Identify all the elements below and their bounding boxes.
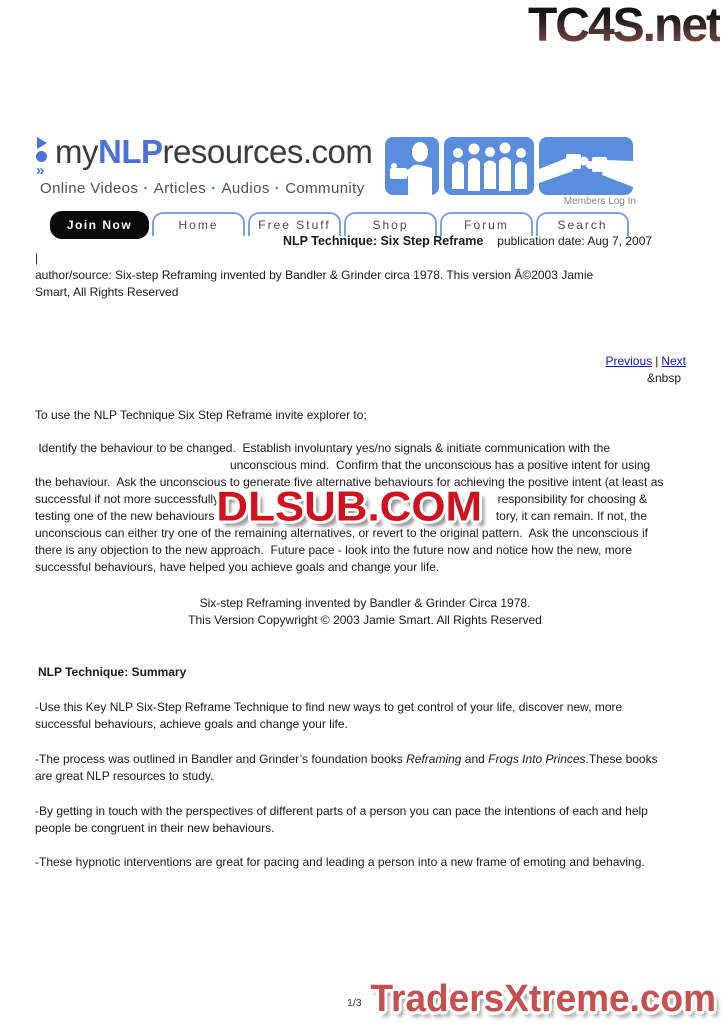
- article-body: [35, 233, 695, 871]
- header-banners: [385, 137, 633, 195]
- site-logo[interactable]: [35, 134, 372, 197]
- summary-line: -By getting in touch with the perspectives of different parts of a person you can pace the intentions of each and help: [35, 804, 648, 818]
- summary-heading: NLP Technique: Summary: [38, 665, 187, 679]
- summary-paragraph-2: [35, 751, 683, 785]
- pipe-char: |: [35, 251, 39, 265]
- summary-text: .These books: [585, 752, 658, 766]
- tagline-dot: ·: [211, 180, 217, 197]
- people-group-image: [444, 137, 534, 195]
- summary-line: -Use this Key NLP Six-Step Reframe Technique to find new ways to get control of your life, discover new, more: [35, 700, 623, 714]
- previous-link[interactable]: Previous: [605, 354, 653, 368]
- steps-line: successful behaviours, have helped you achieve goals and change your life.: [35, 560, 440, 574]
- covered-left: testing one of the new behaviours: [35, 509, 215, 523]
- tab-join-now[interactable]: Join Now: [50, 211, 149, 239]
- steps-line: unconscious can either try one of the remaining alternatives, or revert to the original pattern. Ask the unconscious if: [35, 526, 649, 540]
- pager-separator: |: [655, 354, 659, 368]
- logo-highlight: NLP: [98, 133, 163, 170]
- author-source-line: author/source: Six-step Reframing invented by Bandler & Grinder circa 1978. This version Â©2003 Jamie: [35, 268, 594, 282]
- tagline-item: Online Videos: [40, 180, 139, 197]
- tagline-item: Audios: [221, 180, 270, 197]
- steps-line: there is any objection to the new approach. Future pace - look into the future now and notice how the new, more: [35, 543, 633, 557]
- summary-paragraph-4: [35, 854, 683, 871]
- tagline-dot: ·: [143, 180, 149, 197]
- summary-line: -These hypnotic interventions are great for pacing and leading a person into a new frame of emoting and behaving.: [35, 855, 645, 869]
- summary-line: people be congruent in their new behaviours.: [35, 821, 275, 835]
- intro-line: To use the NLP Technique Six Step Reframe invite explorer to;: [35, 408, 367, 422]
- puzzle-hands-image: [539, 137, 633, 195]
- members-login-link[interactable]: Members Log In: [563, 196, 636, 207]
- summary-paragraph-1: [35, 699, 683, 733]
- summary-paragraph-3: [35, 803, 683, 837]
- publication-date: publication date: Aug 7, 2007: [497, 234, 653, 248]
- attribution-line: This Version Copywright © 2003 Jamie Smart. All Rights Reserved: [188, 613, 542, 627]
- next-link[interactable]: Next: [661, 354, 686, 368]
- tab-forum[interactable]: Forum: [440, 212, 533, 236]
- summary-line: are great NLP resources to study.: [35, 769, 214, 783]
- nbsp-literal: &nbsp: [646, 371, 681, 385]
- tagline-item: Community: [285, 180, 365, 197]
- dlsub-watermark: DLSUB.COM: [216, 483, 482, 531]
- logo-suffix: resources.com: [162, 133, 373, 170]
- summary-line: successful behaviours, achieve goals and change your life.: [35, 717, 348, 731]
- author-source-line: Smart, All Rights Reserved: [35, 285, 179, 299]
- logo-prefix: my: [55, 133, 98, 170]
- page-number: 1/3: [347, 997, 362, 1009]
- tab-shop[interactable]: Shop: [344, 212, 437, 236]
- tradersxtreme-watermark: TradersXtreme.com: [370, 977, 716, 1020]
- tagline-dot: ·: [274, 180, 281, 197]
- logo-tagline: [40, 180, 372, 197]
- pager-links: [35, 353, 695, 370]
- logo-play-icon: »: [35, 134, 55, 178]
- steps-line: the behaviour. Ask the unconscious to generate five alternative behaviours for achieving the positive intent (at least as: [35, 475, 664, 489]
- tagline-item: Articles: [153, 180, 207, 197]
- summary-text: -The process was outlined in Bandler and Grinder’s foundation books: [35, 752, 407, 766]
- covered-left: successful if not more successfully: [35, 492, 220, 506]
- covered-right: tory, it can remain. If not, the: [495, 509, 647, 523]
- attribution-block: [35, 595, 695, 629]
- book-title-frogs: Frogs Into Princes: [488, 752, 586, 766]
- attribution-line: Six-step Reframing invented by Bandler & Grinder Circa 1978.: [199, 596, 531, 610]
- tab-search[interactable]: Search: [536, 212, 629, 236]
- covered-right: responsibility for choosing &: [497, 492, 647, 506]
- page-title: NLP Technique: Six Step Reframe: [283, 234, 484, 248]
- logo-text: [55, 134, 372, 170]
- summary-text: and: [461, 752, 489, 766]
- tab-home[interactable]: Home: [152, 212, 245, 236]
- tab-free-stuff[interactable]: Free Stuff: [248, 212, 341, 236]
- tc4s-watermark: TC4S.net: [527, 0, 720, 52]
- book-title-reframing: Reframing: [406, 752, 462, 766]
- camera-person-image: [385, 137, 439, 195]
- steps-line: Identify the behaviour to be changed. Establish involuntary yes/no signals & initiate communication with the: [35, 441, 610, 455]
- steps-line: unconscious mind. Confirm that the unconscious has a positive intent for using: [230, 458, 651, 472]
